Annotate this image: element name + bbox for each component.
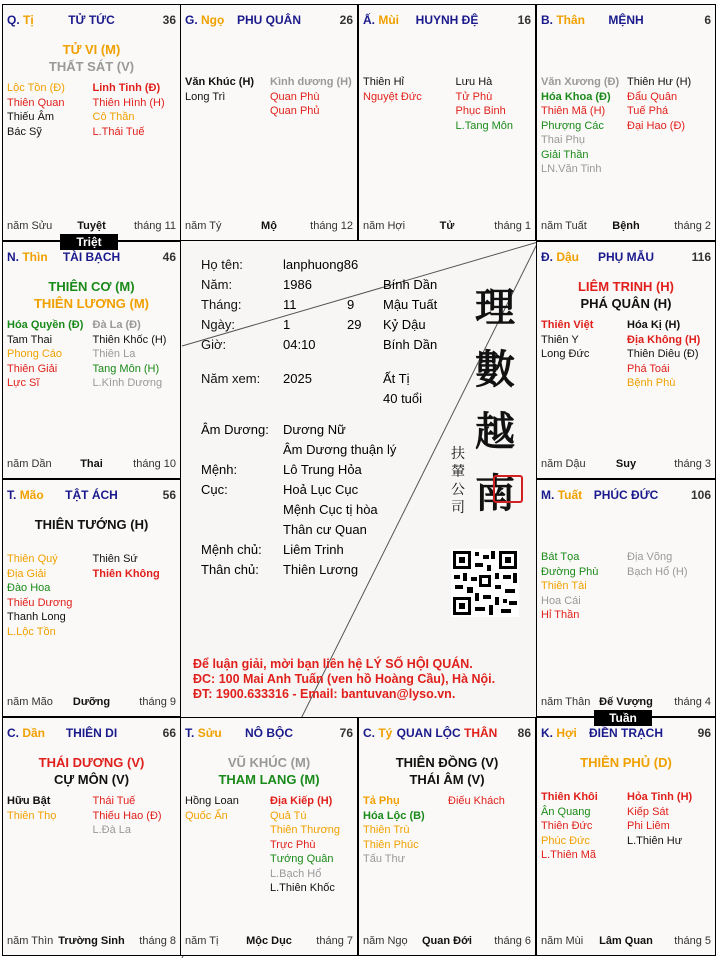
minor-star: Văn Khúc (H) bbox=[185, 76, 255, 88]
minor-star: Thiếu Hao (Đ) bbox=[92, 809, 162, 822]
minor-star: Địa Kiếp (H) bbox=[270, 795, 333, 807]
palace-c-ty bbox=[358, 717, 536, 956]
palace-a-mui bbox=[358, 4, 536, 241]
minor-star: L.Đà La bbox=[92, 824, 132, 836]
cuc-label: Cục: bbox=[201, 482, 228, 497]
minor-star: Thiên Thương bbox=[270, 824, 341, 836]
red-stamp bbox=[493, 475, 523, 503]
minor-star: Thiên Quý bbox=[7, 553, 58, 565]
palace-footer bbox=[541, 458, 711, 472]
thang-dl-value: 9 bbox=[347, 297, 355, 312]
main-star: CỰ MÔN (V) bbox=[53, 772, 130, 787]
footer-month: tháng 10 bbox=[133, 458, 176, 470]
palace-title: TỬ TỨC bbox=[68, 13, 115, 27]
thang-al-value: 11 bbox=[283, 297, 297, 312]
minor-star: L.Tang Môn bbox=[455, 119, 514, 132]
minor-star: Thiên Diêu (Đ) bbox=[627, 348, 699, 360]
main-star: TỬ VI (M) bbox=[62, 42, 121, 57]
footer-stage: Thai bbox=[80, 458, 103, 470]
am-duong-note: Âm Dương thuận lý bbox=[283, 442, 397, 457]
minor-star: Hữu Bật bbox=[7, 795, 51, 807]
minor-star: Hóa Kị (H) bbox=[627, 319, 681, 331]
palace-title: NÔ BỘC bbox=[245, 726, 293, 740]
ho-ten-value: lanphuong86 bbox=[283, 257, 359, 272]
minor-star: Thiên Hỉ bbox=[363, 76, 404, 88]
footer-year: năm Thân bbox=[541, 696, 591, 708]
footer-month: tháng 6 bbox=[494, 935, 531, 947]
minor-star: Hỉ Thần bbox=[541, 609, 580, 621]
footer-year: năm Hợi bbox=[363, 220, 406, 232]
main-star: THÁI ÂM (V) bbox=[409, 772, 485, 787]
minor-star: Thiên Phúc bbox=[363, 838, 419, 851]
menh-chu-label: Mệnh chủ: bbox=[201, 542, 262, 557]
minor-star: L.Thiên Mã bbox=[541, 849, 597, 861]
palace-footer bbox=[185, 935, 353, 949]
minor-star: Bạch Hổ (H) bbox=[627, 565, 688, 578]
minor-star: Đà La (Đ) bbox=[92, 319, 141, 331]
palace-age: 116 bbox=[691, 250, 711, 264]
minor-star: Địa Giải bbox=[7, 567, 47, 580]
minor-star: Hoa Cái bbox=[541, 594, 581, 607]
palace-header bbox=[7, 13, 176, 29]
palace-title: QUAN LỘC THÂN bbox=[396, 726, 498, 740]
main-star: THIÊN LƯƠNG (M) bbox=[33, 296, 150, 311]
palace-header bbox=[7, 250, 176, 266]
footer-year: năm Tị bbox=[185, 935, 219, 947]
minor-star: Thiên Quan bbox=[7, 96, 65, 109]
palace-position: T. Sửu bbox=[185, 726, 222, 740]
minor-star: Bác Sỹ bbox=[7, 125, 42, 138]
main-star: THẤT SÁT (V) bbox=[48, 59, 135, 74]
palace-c-dan bbox=[2, 717, 181, 956]
ngay-al-value: 1 bbox=[283, 317, 291, 332]
main-star: VŨ KHÚC (M) bbox=[227, 755, 311, 770]
minor-star: Phá Toái bbox=[627, 362, 670, 375]
palace-age: 36 bbox=[162, 13, 176, 27]
palace-header bbox=[541, 250, 711, 266]
nam-value: 1986 bbox=[283, 277, 312, 292]
minor-star: Lộc Tồn (Đ) bbox=[7, 82, 65, 94]
footer-month: tháng 5 bbox=[674, 935, 711, 947]
minor-star: Đại Hao (Đ) bbox=[627, 119, 686, 132]
minor-star: Địa Võng bbox=[627, 551, 673, 563]
footer-stage: Bệnh bbox=[612, 220, 640, 232]
thang-label: Tháng: bbox=[201, 297, 242, 312]
palace-t-suu bbox=[180, 717, 358, 956]
palace-age: 56 bbox=[162, 488, 176, 502]
minor-star: Cô Thần bbox=[92, 111, 135, 123]
palace-footer bbox=[541, 696, 711, 710]
minor-star: Phượng Các bbox=[541, 119, 604, 132]
main-star: THÁI DƯƠNG (V) bbox=[38, 755, 145, 770]
minor-star: Thiên Trù bbox=[363, 824, 410, 836]
palace-m-tuat bbox=[536, 479, 716, 717]
footer-year: năm Mùi bbox=[541, 935, 584, 947]
minor-star: Lực Sĩ bbox=[7, 377, 40, 389]
footer-month: tháng 4 bbox=[674, 696, 711, 708]
main-star: THIÊN PHỦ (D) bbox=[580, 755, 672, 770]
minor-star: Bát Tọa bbox=[541, 551, 580, 563]
palace-position: C. Dần bbox=[7, 726, 46, 740]
palace-footer bbox=[185, 220, 353, 234]
palace-g-ngo bbox=[180, 4, 358, 241]
ngay-label: Ngày: bbox=[201, 317, 235, 332]
main-stars bbox=[3, 41, 180, 75]
palace-age: 96 bbox=[697, 726, 711, 740]
minor-star: Long Trì bbox=[185, 90, 226, 103]
palace-header bbox=[363, 726, 531, 742]
palace-age: 86 bbox=[517, 726, 531, 740]
footer-month: tháng 7 bbox=[316, 935, 353, 947]
minor-star: Thiên Không bbox=[92, 567, 160, 580]
palace-d-dau bbox=[536, 241, 716, 479]
footer-stage: Suy bbox=[615, 458, 637, 470]
qr-code-icon bbox=[451, 549, 519, 617]
main-star: PHÁ QUÂN (H) bbox=[580, 296, 672, 311]
minor-star: Tả Phụ bbox=[363, 795, 400, 807]
palace-title: PHỤ MẪU bbox=[598, 250, 654, 264]
menh-label: Mệnh: bbox=[201, 462, 238, 477]
palace-title: ĐIỀN TRẠCH bbox=[589, 726, 663, 740]
footer-stage: Quan Đới bbox=[422, 935, 472, 947]
main-star: THIÊN ĐỒNG (V) bbox=[395, 755, 499, 770]
minor-star: Đào Hoa bbox=[7, 582, 51, 594]
minor-star: Quan Phù bbox=[270, 90, 320, 103]
cuc-value: Hoả Lục Cục bbox=[283, 482, 359, 497]
minor-star: Thanh Long bbox=[7, 611, 66, 623]
footer-stage: Tử bbox=[439, 220, 455, 232]
minor-star: Linh Tinh (Đ) bbox=[92, 82, 161, 94]
footer-year: năm Dần bbox=[7, 458, 52, 470]
footer-month: tháng 9 bbox=[139, 696, 176, 708]
palace-title: HUYNH ĐỆ bbox=[415, 13, 479, 27]
palace-header bbox=[185, 726, 353, 742]
minor-star: Hồng Loan bbox=[185, 795, 239, 807]
ho-ten-label: Họ tên: bbox=[201, 257, 243, 272]
nam-can-value: Bính Dần bbox=[383, 277, 438, 292]
minor-star: L.Thiên Hư bbox=[627, 834, 683, 847]
minor-star: Phi Liêm bbox=[627, 820, 670, 832]
minor-star: Phong Cáo bbox=[7, 348, 63, 360]
minor-star: Tuế Phá bbox=[627, 105, 669, 117]
palace-title: TÀI BẠCH bbox=[62, 250, 121, 264]
footer-month: tháng 1 bbox=[494, 220, 531, 232]
minor-star: Thiên Mã (H) bbox=[541, 105, 606, 117]
palace-position: N. Thìn bbox=[7, 250, 48, 264]
nam-label: Năm: bbox=[201, 277, 233, 292]
minor-star: Thiên Khôi bbox=[541, 791, 598, 803]
palace-position: T. Mão bbox=[7, 488, 44, 502]
main-star: THIÊN TƯỚNG (H) bbox=[34, 517, 149, 532]
contact-line-3: ĐT: 1900.633316 - Email: bantuvan@lyso.vn. bbox=[193, 687, 456, 701]
palace-header bbox=[541, 726, 711, 742]
minor-star: Thiếu Âm bbox=[7, 111, 55, 123]
minor-star: Thiên Hình (H) bbox=[92, 96, 165, 109]
minor-star: Hóa Khoa (Đ) bbox=[541, 90, 611, 103]
palace-n-thin bbox=[2, 241, 181, 479]
main-star: THIÊN CƠ (M) bbox=[48, 279, 135, 294]
palace-age: 16 bbox=[517, 13, 531, 27]
footer-stage: Dưỡng bbox=[72, 696, 111, 708]
minor-star: Phục Binh bbox=[455, 105, 506, 117]
minor-star: Kiếp Sát bbox=[627, 805, 669, 818]
gio-can-value: Bính Dần bbox=[383, 337, 438, 352]
footer-year: năm Ngọ bbox=[363, 935, 408, 947]
main-stars bbox=[3, 754, 180, 788]
ngay-can-value: Kỷ Dậu bbox=[383, 317, 426, 332]
palace-footer bbox=[7, 458, 176, 472]
seal-char: 越 bbox=[475, 408, 515, 455]
cuc-note-2: Thân cư Quan bbox=[283, 522, 367, 537]
palace-title: PHÚC ĐỨC bbox=[593, 488, 659, 502]
menh-chu-value: Liêm Trinh bbox=[283, 542, 344, 557]
main-star: THAM LANG (M) bbox=[218, 772, 320, 787]
palace-header bbox=[7, 488, 176, 504]
minor-star: Bệnh Phù bbox=[627, 377, 676, 389]
menh-value: Lô Trung Hỏa bbox=[283, 462, 362, 477]
minor-star: LN.Văn Tinh bbox=[541, 163, 602, 175]
palace-footer bbox=[541, 935, 711, 949]
tuoi-value: 40 tuổi bbox=[383, 391, 423, 406]
minor-star: Điếu Khách bbox=[448, 795, 505, 807]
palace-age: 106 bbox=[690, 488, 711, 502]
minor-star: L.Bạch Hổ bbox=[270, 867, 322, 880]
than-marker: THÂN bbox=[464, 726, 498, 740]
palace-footer bbox=[7, 696, 176, 710]
gio-value: 04:10 bbox=[283, 337, 316, 352]
palace-position: C. Tý bbox=[363, 726, 393, 740]
footer-stage: Lâm Quan bbox=[599, 935, 653, 947]
palace-t-mao bbox=[2, 479, 181, 717]
palace-title: TẬT ÁCH bbox=[65, 488, 118, 502]
footer-stage: Trường Sinh bbox=[58, 935, 125, 947]
minor-star: Long Đức bbox=[541, 348, 590, 360]
palace-position: Đ. Dậu bbox=[541, 250, 580, 264]
main-stars bbox=[3, 278, 180, 312]
main-stars bbox=[3, 516, 180, 533]
palace-age: 76 bbox=[339, 726, 353, 740]
minor-star: Thai Phụ bbox=[541, 134, 586, 146]
palace-position: K. Hợi bbox=[541, 726, 577, 740]
minor-star: Quả Tú bbox=[270, 809, 307, 822]
minor-star: Thiên Sứ bbox=[92, 553, 138, 565]
than-chu-label: Thân chủ: bbox=[201, 562, 259, 577]
palace-position: Q. Tị bbox=[7, 13, 34, 27]
footer-month: tháng 8 bbox=[139, 935, 176, 947]
minor-star: Giải Thần bbox=[541, 148, 589, 161]
contact-info bbox=[193, 657, 495, 702]
nam-xem-value: 2025 bbox=[283, 371, 312, 386]
footer-year: năm Dậu bbox=[541, 458, 586, 470]
am-duong-value: Dương Nữ bbox=[283, 422, 346, 437]
center-info-panel bbox=[179, 237, 535, 713]
minor-star: Hỏa Tinh (H) bbox=[627, 791, 693, 803]
than-chu-value: Thiên Lương bbox=[283, 562, 359, 577]
footer-month: tháng 3 bbox=[674, 458, 711, 470]
minor-star: Nguyệt Đức bbox=[363, 90, 422, 103]
footer-stage: Mộ bbox=[261, 220, 277, 232]
ngay-dl-value: 29 bbox=[347, 317, 362, 332]
footer-year: năm Tý bbox=[185, 220, 222, 232]
footer-month: tháng 2 bbox=[674, 220, 711, 232]
palace-footer bbox=[363, 220, 531, 234]
palace-footer bbox=[363, 935, 531, 949]
palace-position: M. Tuất bbox=[541, 488, 583, 502]
minor-star: Thiên Đức bbox=[541, 820, 593, 832]
palace-title: PHU QUÂN bbox=[236, 13, 301, 27]
main-star: LIÊM TRINH (H) bbox=[577, 279, 675, 294]
seal-char: 數 bbox=[475, 346, 515, 393]
palace-b-than bbox=[536, 4, 716, 241]
minor-star: Thiên Tài bbox=[541, 580, 587, 592]
palace-age: 46 bbox=[162, 250, 176, 264]
footer-month: tháng 12 bbox=[310, 220, 353, 232]
contact-line-2: ĐC: 100 Mai Anh Tuấn (ven hồ Hoàng Cầu), Hà Nội. bbox=[193, 672, 496, 686]
palace-title: THIÊN DI bbox=[65, 726, 118, 740]
footer-month: tháng 11 bbox=[133, 220, 176, 232]
palace-header bbox=[541, 13, 711, 29]
seal-small-text: 扶 輦 公 司 bbox=[451, 446, 465, 516]
minor-star: Tam Thai bbox=[7, 333, 53, 346]
minor-star: Kình dương (H) bbox=[270, 76, 352, 88]
contact-line-1: Để luận giải, mời bạn liên hệ LÝ SỐ HỘI QUÁN. bbox=[193, 657, 473, 671]
nam-xem-can-value: Ất Tị bbox=[383, 371, 410, 386]
minor-star: Thái Tuế bbox=[92, 795, 136, 807]
minor-star: Tử Phù bbox=[455, 90, 493, 103]
palace-q-ti bbox=[2, 4, 181, 241]
minor-star: Thiên Việt bbox=[541, 319, 594, 331]
minor-star: Quan Phủ bbox=[270, 105, 320, 117]
palace-footer bbox=[7, 935, 176, 949]
minor-star: Thiên Hư (H) bbox=[627, 76, 692, 88]
triet-tag: Triệt bbox=[60, 234, 118, 250]
minor-star: Tướng Quân bbox=[270, 853, 334, 865]
gio-label: Giờ: bbox=[201, 337, 227, 352]
minor-star: L.Thái Tuế bbox=[92, 125, 145, 138]
minor-star: Tang Môn (H) bbox=[92, 362, 160, 375]
palace-position: Ấ. Mùi bbox=[363, 13, 400, 27]
am-duong-label: Âm Dương: bbox=[201, 422, 269, 437]
minor-star: Thiên Thọ bbox=[7, 809, 57, 822]
main-stars bbox=[537, 278, 715, 312]
seal-char: 南 bbox=[475, 470, 515, 517]
palace-age: 26 bbox=[339, 13, 353, 27]
minor-star: Văn Xương (Đ) bbox=[541, 76, 620, 88]
palace-header bbox=[7, 726, 176, 742]
palace-position: B. Thân bbox=[541, 13, 586, 27]
footer-stage: Tuyệt bbox=[77, 220, 106, 232]
footer-stage: Mộc Dục bbox=[246, 935, 292, 947]
minor-star: Địa Không (H) bbox=[627, 333, 701, 346]
minor-star: Quốc Ấn bbox=[185, 809, 228, 822]
minor-star: Lưu Hà bbox=[455, 76, 493, 88]
footer-stage: Đế Vượng bbox=[599, 696, 653, 708]
thang-can-value: Mậu Tuất bbox=[383, 297, 438, 312]
palace-header bbox=[541, 488, 711, 504]
palace-age: 6 bbox=[704, 13, 711, 27]
minor-star: L.Thiên Khốc bbox=[270, 882, 335, 894]
palace-footer bbox=[7, 220, 176, 234]
cuc-note-1: Mệnh Cục tị hòa bbox=[283, 502, 378, 517]
minor-star: Trực Phù bbox=[270, 838, 316, 851]
footer-year: năm Tuất bbox=[541, 220, 587, 232]
minor-star: Tấu Thư bbox=[363, 853, 406, 865]
minor-star: Thiếu Dương bbox=[7, 596, 73, 609]
minor-star: Hóa Lộc (B) bbox=[363, 809, 425, 822]
seal-char: 理 bbox=[475, 284, 515, 331]
minor-star: Đường Phù bbox=[541, 565, 599, 578]
minor-star: Thiên Giải bbox=[7, 362, 58, 375]
footer-year: năm Mão bbox=[7, 696, 53, 708]
main-stars bbox=[537, 754, 715, 771]
palace-title: MỆNH bbox=[608, 13, 644, 27]
nam-xem-label: Năm xem: bbox=[201, 371, 261, 386]
palace-header bbox=[185, 13, 353, 29]
minor-star: Hóa Quyền (Đ) bbox=[7, 319, 84, 331]
palace-footer bbox=[541, 220, 711, 234]
minor-star: L.Kình Dương bbox=[92, 377, 163, 389]
minor-star: Đẩu Quân bbox=[627, 90, 678, 103]
tuan-tag: Tuần bbox=[594, 710, 652, 726]
main-stars bbox=[181, 754, 357, 788]
palace-k-hoi bbox=[536, 717, 716, 956]
minor-star: Thiên Khốc (H) bbox=[92, 333, 167, 346]
palace-header bbox=[363, 13, 531, 29]
minor-star: L.Lộc Tồn bbox=[7, 625, 56, 638]
main-stars bbox=[359, 754, 535, 788]
minor-star: Phúc Đức bbox=[541, 834, 590, 847]
minor-star: Thiên Y bbox=[541, 333, 579, 346]
minor-star: Ân Quang bbox=[541, 805, 591, 818]
palace-position: G. Ngọ bbox=[185, 13, 225, 27]
palace-age: 66 bbox=[162, 726, 176, 740]
minor-star: Thiên La bbox=[92, 348, 136, 360]
footer-year: năm Thìn bbox=[7, 935, 54, 947]
footer-year: năm Sửu bbox=[7, 220, 53, 232]
